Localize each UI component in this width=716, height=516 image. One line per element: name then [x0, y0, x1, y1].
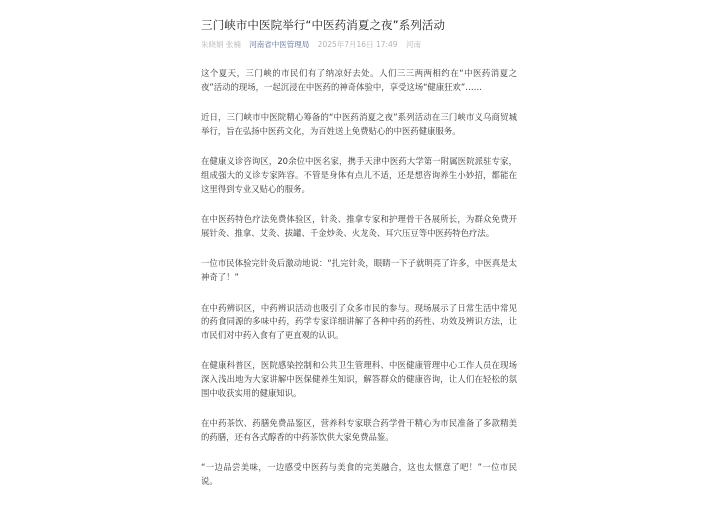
source-account-link[interactable]: 河南省中医管理局: [249, 40, 310, 49]
publish-datetime: 2025年7月16日 17:49: [317, 40, 398, 49]
article-meta: [201, 39, 517, 50]
article: [201, 0, 517, 505]
paragraph-7: 在健康科普区，医院感染控制和公共卫生管理科、中医健康管理中心工作人员在现场深入浅出地为大家讲解中医保健养生知识，解答群众的健康咨询，让人们在轻松的氛围中收获实用的健康知识。: [201, 360, 517, 398]
paragraph-3: 在健康义诊咨询区，20余位中医名家，携手天津中医药大学第一附属医院派驻专家，组成强大的义诊专家阵容。不管是身体有点儿不适，还是想咨询养生小妙招，都能在这里得到专业又贴心的服务。: [201, 156, 517, 194]
paragraph-4: 在中医药特色疗法免费体验区，针灸、推拿专家和护理骨干各展所长，为群众免费开展针灸、推拿、艾灸、拔罐、千金炒灸、火龙灸、耳穴压豆等中医药特色疗法。: [201, 214, 517, 238]
paragraph-6: 在中药辨识区，中药辨识活动也吸引了众多市民的参与。现场展示了日常生活中常见的药食同源的多味中药，药学专家详细讲解了各种中药的药性、功效及辨识方法，让市民们对中药入食有了更直观的认识。: [201, 302, 517, 340]
paragraph-8: 在中药茶饮、药膳免费品鉴区，营养科专家联合药学骨干精心为市民准备了多款精美的药膳，还有各式醇香的中药茶饮供大家免费品鉴。: [201, 418, 517, 442]
publish-location: 河南: [405, 40, 421, 49]
article-body: [201, 67, 517, 488]
paragraph-2: 近日，三门峡市中医院精心筹备的“中医药消夏之夜”系列活动在三门峡市义乌商贸城举行，旨在弘扬中医药文化，为百姓送上免费贴心的中医药健康服务。: [201, 112, 517, 136]
paragraph-1: 这个夏天，三门峡的市民们有了纳凉好去处。人们三三两两相约在“中医药消夏之夜”活动的现场，一起沉浸在中医药的神奇体验中，享受这场“健康狂欢”……: [201, 68, 517, 92]
paragraph-5: 一位市民体验完针灸后激动地说：“扎完针灸，眼睛一下子就明亮了许多，中医真是太神奇了！”: [201, 258, 517, 282]
paragraph-9: “一边品尝美味，一边感受中医药与美食的完美融合，这也太惬意了吧！”一位市民说。: [201, 462, 517, 486]
author-names: 朱晓娟 张楠: [201, 40, 241, 49]
article-title: 三门峡市中医院举行“中医药消夏之夜”系列活动: [201, 18, 446, 32]
